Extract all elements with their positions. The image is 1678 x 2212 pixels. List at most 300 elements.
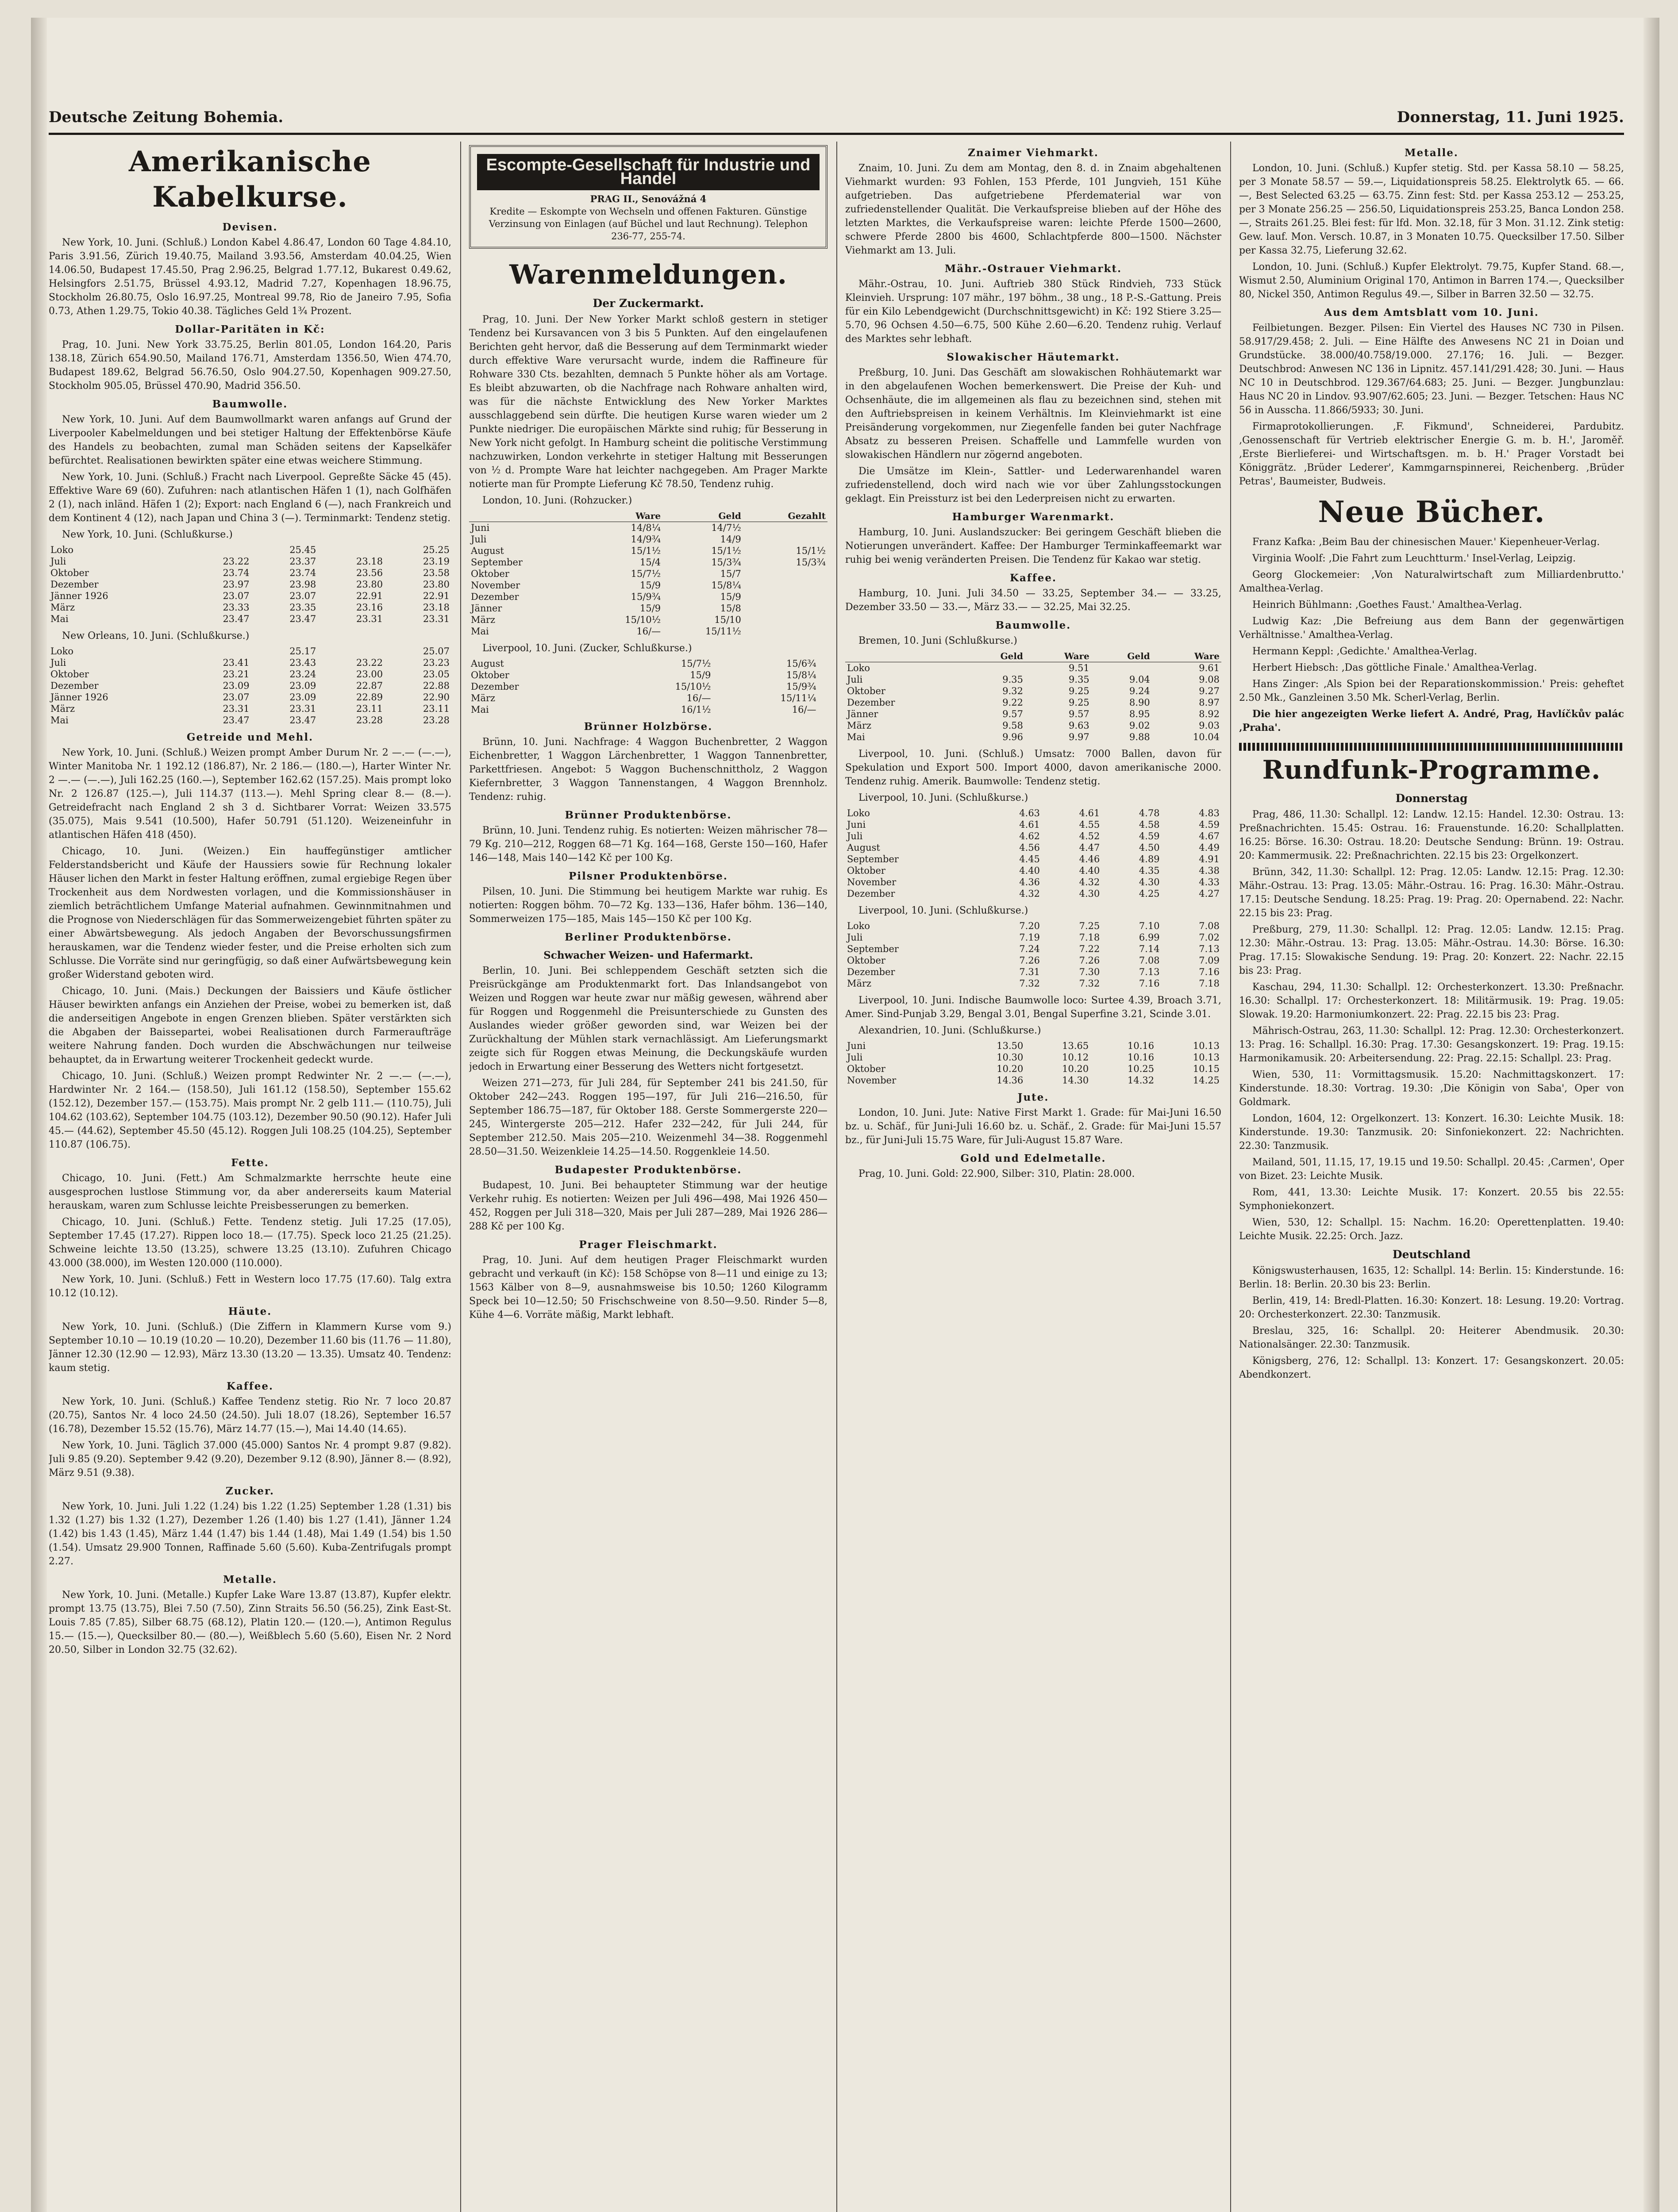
table-cell: 23.07	[223, 591, 250, 601]
table-cell: 9.61	[1199, 663, 1220, 673]
table-cell: 23.00	[356, 669, 383, 680]
table-cell	[818, 681, 827, 692]
table-cell: 9.97	[1069, 732, 1089, 742]
table-caption: New York, 10. Juni. (Schlußkurse.)	[62, 529, 233, 540]
table-cell: September	[471, 557, 523, 568]
table-caption: Bremen, 10. Juni (Schlußkurse.)	[858, 635, 1017, 646]
table-cell: 15/6¾	[786, 658, 816, 669]
article-metalle: London, 10. Juni. (Schluß.) Kupfer stetig. Std. per Kassa 58.10 — 58.25, per 3 Monate 58.57 — 59.—, Liquidationspreis 58.25. Elektrolytk 65. — 66. —, Best Selected 63.25 — 63.75. Zinn fest: Std. per Kassa 253.12 — 253.25, per 3 Monate 256.25 — 256.50, Liquidationspreis 253.25, Banca London 258.—, Straits 261.25. Blei fest: für lfd. Mon. 32.18, für 3 Mon. 31.12. Zink stetig: Gew. lauf. Mon. Versch. 10.87, in 3 Monaten 10.75. Quecksilber 17.50. Silber per Kassa 32.75, Lieferung 32.62.	[1239, 163, 1624, 256]
table-cell: 25.17	[289, 646, 316, 657]
article-fette: Chicago, 10. Juni. (Fett.) Am Schmalzmarkte herrschte heute eine ausgesprochen lustlose Stimmung vor, da aber andererseits kaum Material herauskam, waren zum Schlusse leichte Preisbesserungen zu bemerken.	[49, 1173, 451, 1211]
table-cell: 23.74	[223, 568, 250, 578]
radio-program: Wien, 530, 11: Vormittagsmusik. 15.20: Nachmittagskonzert. 17: Kinderstunde. 18.30: Vortrag. 19.30: ‚Die Königin von Saba', Oper von Goldmark.	[1239, 1069, 1624, 1108]
table-cell: Oktober	[50, 669, 89, 680]
table-row	[469, 580, 827, 591]
section-title-kabelkurse: Amerikanische Kabelkurse.	[128, 145, 372, 214]
table-cell	[743, 534, 827, 545]
table-cell: 23.11	[423, 703, 450, 714]
table-row	[469, 568, 827, 580]
table-cell: März	[847, 978, 872, 989]
table-cell: 8.92	[1199, 709, 1220, 719]
subhead-deutschland: Deutschland	[1392, 1248, 1471, 1261]
table-cell: Mai	[471, 626, 489, 637]
table-cell: 14/9¾	[631, 534, 661, 545]
table-cell: 7.18	[1079, 932, 1100, 943]
table-row	[469, 626, 827, 637]
book-list-item: Franz Kafka: ‚Beim Bau der chinesischen Mauer.' Kiepenheuer-Verlag.	[1252, 537, 1600, 548]
table-cell: 23.31	[289, 703, 316, 714]
table-cell	[185, 645, 251, 657]
radio-program: Preßburg, 279, 11.30: Schallpl. 12: Prag. 12.05: Landw. 12.15: Prag. 12.30: Mähr.-Ostrau. 13: Prag. 13.05: Mähr.-Ostrau. 14.30: Börse. 16.30: Prag. 17.15: Slowakische Sendung. 19: Prag. 20: Konzert. 22: Nachr. 22.15 bis 23: Prag.	[1239, 924, 1624, 976]
table-cell	[743, 626, 827, 637]
issue-date: Donnerstag, 11. Juni 1925.	[1397, 108, 1624, 126]
table-cell: 16/—	[792, 704, 816, 715]
table-cell: 7.22	[1079, 944, 1100, 954]
article-hamburger: Hamburg, 10. Juni. Auslandszucker: Bei geringem Geschäft blieben die Notierungen unverändert. Kaffee: Der Hamburger Terminkaffeemarkt war ruhig bei wenig veränderten Preisen. Die Tendenz für Kakao war stetig.	[845, 527, 1221, 565]
table-cell: 23.28	[356, 715, 383, 726]
table-cell: 14.36	[997, 1075, 1024, 1086]
article-kaffee: New York, 10. Juni. Täglich 37.000 (45.000) Santos Nr. 4 prompt 9.87 (9.82). Juli 9.85 (9.20). September 9.42 (9.20), Dezember 9.12 (8.90), Jänner 8.— (8.92), März 9.51 (9.38).	[49, 1440, 451, 1479]
table-cell: Loko	[847, 808, 870, 818]
quote-table-london-sugar	[469, 510, 827, 637]
table-cell: Mai	[471, 704, 489, 715]
table-row	[845, 1040, 1221, 1052]
article-amtsblatt: Firmaprotokollierungen. ‚F. Fikmund', Schneiderei, Pardubitz. ‚Genossenschaft für Vertrieb elektrischer Energie G. m. b. H.', Jaroměř. ‚Erste Bierlieferei- und Wirtschaftsgen. m. b. H.' Prager Vorstadt bei Königgrätz. ‚Brüder Lederer', Kammgarnspinnerei, Reichenberg. ‚Brüder Petras', Baumeister, Budweis.	[1239, 421, 1624, 487]
table-row	[845, 708, 1221, 720]
table-row	[845, 662, 1221, 674]
header-rule	[49, 133, 1624, 135]
table-cell: 4.32	[1079, 877, 1100, 887]
table-cell: 9.03	[1199, 720, 1220, 731]
subhead-amtsblatt: Aus dem Amtsblatt vom 10. Juni.	[1324, 307, 1539, 319]
quote-table-liverpool-sugar	[469, 658, 827, 715]
article-indisch: Liverpool, 10. Juni. Indische Baumwolle loco: Surtee 4.39, Broach 3.71, Amer. Sind-Punjab 3.29, Bengal 3.01, Bengal Superfine 3.21, Scinde 3.01.	[845, 995, 1221, 1020]
article-fette: New York, 10. Juni. (Schluß.) Fett in Western loco 17.75 (17.60). Talg extra 10.12 (10.12).	[49, 1274, 451, 1299]
table-cell: 23.41	[223, 657, 250, 668]
table-cell: Oktober	[847, 686, 885, 696]
table-cell: 22.91	[356, 591, 383, 601]
table-cell: 23.18	[423, 602, 450, 613]
table-cell: 10.20	[1062, 1064, 1089, 1074]
table-cell: 23.43	[289, 657, 316, 668]
quote-table-newyork-cotton	[49, 544, 451, 625]
table-row	[845, 685, 1221, 697]
table-cell: 23.56	[356, 568, 383, 578]
table-cell	[1091, 662, 1152, 674]
book-list-item: Hans Zinger: ‚Als Spion bei der Reparationskommission.' Preis: geheftet 2.50 Mk., Ganzleinen 3.50 Mk. Scherl-Verlag, Berlin.	[1239, 679, 1624, 703]
table-cell	[743, 522, 827, 534]
table-cell: 23.47	[223, 715, 250, 726]
table-cell: 7.25	[1079, 921, 1100, 931]
table-cell: 25.25	[423, 545, 450, 555]
table-row	[845, 807, 1221, 819]
table-row	[469, 692, 827, 704]
article-liverpool: Liverpool, 10. Juni. (Schluß.) Umsatz: 7000 Ballen, davon für Spekulation und Export 500. Import 4000, davon amerikanische 2000. Tendenz ruhig. Amerik. Baumwolle: Tendenz stetig.	[845, 749, 1221, 787]
article-getreide: Chicago, 10. Juni. (Weizen.) Ein hauffegünstiger amtlicher Felderstandsbericht und Käufe der Haussiers sowie für Rechnung lokaler Häuser lichen den Markt in fester Haltung eröffnen, zumal ergiebige Regen über Trockenheit aus dem Nordwesten vorlagen, und die Kommissionshäuser in ziemlich beträchtlichem Umfange Material aufnahmen. Gewinnmitnahmen und die Prognose von Niederschlägen für das Sommerweizengebiet führten später zu einer Abwärtsbewegung. Als jedoch Angaben der Bevorschussungsfirmen herauskamen, war die Tendenz wieder fester, und die Preise erholten sich zum Schlusse. Die Vorräte sind nur geringfügig, so daß einer Aufwärtsbewegung kein großer Widerstand geboten wird.	[49, 846, 451, 980]
table-cell: 23.31	[223, 703, 250, 714]
rundfunk-banner-rule	[1239, 743, 1624, 751]
table-cell	[818, 658, 827, 669]
subhead-donnerstag: Donnerstag	[1395, 792, 1468, 805]
table-row	[845, 697, 1221, 708]
column-rule	[836, 142, 837, 2212]
table-cell: 4.61	[1079, 808, 1100, 818]
table-cell: 4.32	[1019, 888, 1040, 899]
table-cell: 4.58	[1139, 819, 1160, 830]
table-row	[49, 579, 451, 590]
table-cell: 23.22	[356, 657, 383, 668]
table-cell: 7.08	[1199, 921, 1220, 931]
table-header-cell: Ware	[1025, 650, 1091, 662]
table-cell: Juni	[847, 819, 866, 830]
table-cell: 9.32	[1002, 686, 1023, 696]
section-title-warenmeldungen: Warenmeldungen.	[509, 259, 787, 290]
table-cell: 9.27	[1199, 686, 1220, 696]
article-getreide: Chicago, 10. Juni. (Mais.) Deckungen der Baissiers und Käufe östlicher Häuser bewirkten anfangs ein Anziehen der Preise, wobei zu bemerken ist, daß die anderseitigen Angebote in engen Grenzen blieben. Später verstärkten sich die Abgaben der Baissepartei, wobei Realisationen durch Farmeraufträge weitere Nahrung fanden. Doch wurden die Abschwächungen nur teilweise behauptet, da in Erwartung weiterer Trockenheit gedeckt wurde.	[49, 986, 451, 1065]
table-cell: 22.91	[423, 591, 450, 601]
subhead-produktenboerse: Brünner Produktenbörse.	[565, 809, 732, 821]
table-header-cell	[845, 650, 964, 662]
table-cell: 23.58	[423, 568, 450, 578]
table-row	[845, 920, 1221, 932]
table-cell: 10.16	[1127, 1041, 1155, 1051]
radio-program: Rom, 441, 13.30: Leichte Musik. 17: Konzert. 20.55 bis 22.55: Symphoniekonzert.	[1239, 1187, 1624, 1212]
masthead-left: Deutsche Zeitung Bohemia.	[49, 108, 284, 126]
subhead-dollar: Dollar-Paritäten in Kč:	[175, 323, 325, 335]
table-cell: Oktober	[471, 670, 509, 680]
table-cell: Juli	[50, 556, 66, 567]
subhead-budapester: Budapester Produktenbörse.	[554, 1164, 742, 1176]
table-cell: 9.96	[1002, 732, 1023, 742]
table-cell: 23.07	[223, 692, 250, 703]
table-cell: 23.09	[289, 680, 316, 691]
subhead-zuckermarkt: Der Zuckermarkt.	[593, 297, 704, 310]
table-caption: Liverpool, 10. Juni. (Zucker, Schlußkurse.)	[482, 643, 692, 654]
table-cell: 23.35	[289, 602, 316, 613]
table-row	[845, 853, 1221, 865]
table-cell: 4.52	[1079, 831, 1100, 841]
table-cell: 10.13	[1193, 1041, 1220, 1051]
table-cell: 23.47	[289, 715, 316, 726]
table-cell: Dezember	[50, 579, 99, 590]
radio-program: Breslau, 325, 16: Schallpl. 20: Heiterer Abendmusik. 20.30: Nationalsänger. 22.30: Tanzmusik.	[1239, 1325, 1624, 1350]
table-cell: 23.24	[289, 669, 316, 680]
table-cell: 15/9	[639, 580, 661, 591]
table-cell: 7.31	[1019, 967, 1040, 977]
table-cell: Dezember	[471, 681, 519, 692]
table-cell: Juli	[847, 831, 863, 841]
table-row	[49, 714, 451, 726]
table-cell: 23.18	[356, 556, 383, 567]
scan-edge-right	[1643, 18, 1659, 2212]
table-cell: 4.55	[1079, 819, 1100, 830]
table-cell: 4.47	[1079, 842, 1100, 853]
table-cell: 23.22	[223, 556, 250, 567]
table-cell: Jänner 1926	[50, 591, 108, 601]
table-cell: 23.33	[223, 602, 250, 613]
table-cell: 15/1½	[711, 545, 741, 556]
table-row	[49, 556, 451, 567]
table-cell: 4.30	[1079, 888, 1100, 899]
table-row	[845, 876, 1221, 888]
table-cell: 22.88	[423, 680, 450, 691]
table-cell: 4.63	[1019, 808, 1040, 818]
table-cell: Jänner	[847, 709, 878, 719]
article-fleischmarkt: Prag, 10. Juni. Auf dem heutigen Prager Fleischmarkt wurden gebracht und verkauft (in Kč): 158 Schöpse von 8—11 und einige zu 13; 1563 Kälber von 8—9, ausnahmsweise bis 10.50; 1260 Kilogramm Speck bei 10—12.50; 50 Frischschweine von 8.50—9.50. Rinder 5—8, Kühe 4—6. Vorräte mäßig, Markt lebhaft.	[469, 1255, 827, 1321]
book-list-item: Georg Glockemeier: ‚Von Naturalwirtschaft zum Milliardenbrutto.' Amalthea-Verlag.	[1239, 569, 1624, 594]
table-cell: 23.37	[289, 556, 316, 567]
table-cell: 15/11½	[705, 626, 741, 637]
table-cell: 15/8¼	[786, 670, 816, 680]
table-cell: 15/9	[690, 670, 711, 680]
table-row	[469, 681, 827, 692]
table-cell: Dezember	[847, 697, 895, 708]
subhead-ostrauer: Mähr.-Ostrauer Viehmarkt.	[944, 263, 1122, 275]
subhead-getreide: Getreide und Mehl.	[186, 731, 314, 743]
table-cell	[743, 580, 827, 591]
table-cell: September	[847, 854, 899, 864]
article-fette: Chicago, 10. Juni. (Schluß.) Fette. Tendenz stetig. Juli 17.25 (17.05), September 17.45 (17.27). Rippen loco 18.— (17.75). Speck loco 21.25 (21.25). Schweine leichte 13.50 (13.25), schwere 13.25 (13.10). Zufuhren Chicago 43.000 (38.000), im Westen 120.000 (110.000).	[49, 1217, 451, 1269]
table-cell: Oktober	[50, 568, 89, 578]
table-cell: 16/—	[686, 693, 711, 703]
table-cell: 7.30	[1079, 967, 1100, 977]
article-kaffee: Hamburg, 10. Juni. Juli 34.50 — 33.25, September 34.— — 33.25, Dezember 33.50 — 33.—, März 33.— — 32.25, Mai 32.25.	[845, 588, 1221, 613]
table-cell: 9.88	[1129, 732, 1150, 742]
quote-table-liverpool-egyptian	[845, 920, 1221, 989]
table-cell: 9.04	[1129, 674, 1150, 685]
column-1	[49, 142, 451, 2212]
scan-edge-left	[31, 18, 47, 2212]
running-head	[49, 108, 1624, 135]
table-cell: 14/9	[720, 534, 741, 545]
subhead-baumwolle: Baumwolle.	[212, 398, 288, 410]
table-cell: November	[847, 877, 897, 887]
table-row	[469, 534, 827, 545]
table-cell: Oktober	[847, 955, 885, 966]
radio-program: Mailand, 501, 11.15, 17, 19.15 und 19.50: Schallpl. 20.45: ‚Carmen', Oper von Bizet. 23: Leichte Musik.	[1239, 1157, 1624, 1182]
table-cell: Dezember	[847, 888, 895, 899]
table-row	[845, 865, 1221, 876]
table-row	[49, 668, 451, 680]
table-header-row	[845, 650, 1221, 662]
table-row	[49, 602, 451, 613]
radio-program: Mährisch-Ostrau, 263, 11.30: Schallpl. 12: Prag. 12.30: Orchesterkonzert. 13: Prag. 16: Schallpl. 16.30: Prag. 17.30: Gesangskonzert. 19: Prag. 19.15: Harmonikamusik. 20: Arbeitersendung. 22: Prag. 22.15: Schallpl. 23: Prag.	[1239, 1025, 1624, 1064]
table-cell: 14/8¼	[631, 522, 661, 533]
article-getreide: Chicago, 10. Juni. (Schluß.) Weizen prompt Redwinter Nr. 2 —.— (—.—), Hardwinter Nr. 2 164.— (158.50), Juli 161.12 (158.50), September 155.62 (152.12), Dezember 157.— (153.75). Mais prompt Nr. 2 gelb 111.— (110.75), Juli 104.62 (103.62), September 104.75 (103.12), Dezember 90.50 (90.12). Hafer Juli 45.— (44.62), September 45.50 (45.12). Roggen Juli 108.25 (104.25), September 110.87 (106.75).	[49, 1071, 451, 1150]
table-cell: Juli	[847, 932, 863, 943]
table-cell: 10.20	[997, 1064, 1024, 1074]
table-cell: Dezember	[471, 591, 519, 602]
table-row	[469, 658, 827, 669]
table-cell: 15/7	[720, 568, 741, 579]
table-cell: 4.61	[1019, 819, 1040, 830]
table-row	[845, 955, 1221, 966]
quote-table-bremen-cotton	[845, 650, 1221, 743]
table-row	[49, 703, 451, 714]
table-cell: 7.20	[1019, 921, 1040, 931]
table-cell: 4.38	[1199, 865, 1220, 876]
table-caption: Liverpool, 10. Juni. (Schlußkurse.)	[858, 905, 1028, 916]
subhead-kaffee: Kaffee.	[1010, 572, 1057, 584]
table-row	[49, 590, 451, 602]
table-cell: 7.19	[1019, 932, 1040, 943]
table-row	[845, 819, 1221, 830]
table-cell: 4.35	[1139, 865, 1160, 876]
table-cell: 23.74	[289, 568, 316, 578]
table-cell: 23.05	[423, 669, 450, 680]
table-cell: 4.27	[1199, 888, 1220, 899]
table-cell: Juli	[847, 1052, 863, 1063]
table-cell: August	[847, 842, 880, 853]
table-cell: 23.16	[356, 602, 383, 613]
ad-title: Escompte-Gesellschaft für Industrie und Handel	[477, 154, 820, 190]
table-cell: Jänner	[471, 603, 502, 614]
table-cell: Mai	[847, 732, 865, 742]
table-cell: 14/7½	[711, 522, 741, 533]
table-cell: Jänner 1926	[50, 692, 108, 703]
table-row	[845, 842, 1221, 853]
table-cell: 4.33	[1199, 877, 1220, 887]
table-cell: 23.31	[423, 614, 450, 624]
table-cell: März	[50, 703, 75, 714]
table-row	[845, 674, 1221, 685]
book-list-item: Hermann Keppl: ‚Gedichte.' Amalthea-Verlag.	[1252, 646, 1478, 657]
subhead-haeutemarkt: Slowakischer Häutemarkt.	[947, 351, 1120, 363]
table-cell: 14.32	[1127, 1075, 1155, 1086]
table-cell: 7.13	[1199, 944, 1220, 954]
table-cell: Mai	[50, 715, 69, 726]
table-row	[845, 731, 1221, 743]
table-cell	[318, 544, 385, 556]
table-header-row	[469, 510, 827, 522]
table-cell: 4.91	[1199, 854, 1220, 864]
table-cell: Loko	[847, 921, 870, 931]
quote-table-alexandrien	[845, 1040, 1221, 1086]
article-baumwolle: New York, 10. Juni. Auf dem Baumwollmarkt waren anfangs auf Grund der Liverpooler Kabelmeldungen und bei stetiger Haltung der Effektenbörse Käufe des Handels zu beobachten, zumal man Schäden seitens der Kapselkäfer befürchtet. Realisationen bewirkten später eine etwas weichere Stimmung.	[49, 414, 451, 466]
column-rule	[1230, 142, 1231, 2212]
table-cell: 23.09	[289, 692, 316, 703]
table-cell: 15/7½	[681, 658, 711, 669]
table-cell: 9.22	[1002, 697, 1023, 708]
table-row	[469, 614, 827, 626]
table-cell: Dezember	[50, 680, 99, 691]
table-row	[845, 966, 1221, 978]
table-cell: 23.47	[223, 614, 250, 624]
table-cell: 4.25	[1139, 888, 1160, 899]
table-cell: 4.56	[1019, 842, 1040, 853]
table-cell: Loko	[50, 646, 73, 657]
table-cell: 23.97	[223, 579, 250, 590]
subhead-jute: Jute.	[1017, 1091, 1049, 1103]
table-cell: 10.12	[1062, 1052, 1089, 1063]
table-row	[469, 704, 827, 715]
table-cell: 16/1½	[681, 704, 711, 715]
table-cell: 9.35	[1002, 674, 1023, 685]
column-3	[845, 142, 1221, 2212]
table-cell: Juli	[471, 534, 487, 545]
table-cell: 10.16	[1127, 1052, 1155, 1063]
subhead-fette: Fette.	[231, 1157, 269, 1169]
radio-program: Kaschau, 294, 11.30: Schallpl. 12: Orchesterkonzert. 13.30: Preßnachr. 16.30: Schallpl. 17: Orchesterkonzert. 18: Militärmusik. 19: Prag. 19.05: Slowak. 19.20: Harmoniumkonzert. 22: Prag. 22.15 bis 23: Prag.	[1239, 982, 1624, 1020]
table-header-cell: Gezahlt	[743, 510, 827, 522]
table-row	[469, 669, 827, 681]
table-cell	[185, 544, 251, 556]
table-cell	[818, 692, 827, 704]
table-row	[845, 943, 1221, 955]
book-note: Die hier angezeigten Werke liefert A. André, Prag, Havlíčkův palác ‚Praha'.	[1239, 708, 1624, 733]
column-rule	[460, 142, 461, 2212]
subhead-hamburger: Hamburger Warenmarkt.	[952, 511, 1115, 523]
table-cell: 9.24	[1129, 686, 1150, 696]
table-row	[845, 888, 1221, 899]
ad-text: Kredite — Eskompte von Wechseln und offenen Fakturen. Günstige Verzinsung von Einlagen (auf Büchel und laut Rechnung). Telephon 236-77, 255-74.	[489, 206, 808, 242]
table-cell: 9.25	[1069, 686, 1089, 696]
table-cell: 14.30	[1062, 1075, 1089, 1086]
table-cell: 16/—	[636, 626, 661, 637]
article-baumwolle: New York, 10. Juni. (Schluß.) Fracht nach Liverpool. Gepreßte Säcke 45 (45). Effektive Ware 69 (60). Zufuhren: nach atlantischen Häfen 1 (1), nach Golfhäfen 2 (1), nach inländ. Häfen 1 (2); Export: nach England 6 (—), nach Frankreich und dem Kontinent 4 (12), nach Japan und China 3 (—). Terminmarkt: Tendenz stetig.	[49, 472, 451, 524]
table-cell: 4.46	[1079, 854, 1100, 864]
table-cell: 15/10½	[625, 614, 661, 625]
radio-program: Berlin, 419, 14: Bredl-Platten. 16.30: Konzert. 18: Lesung. 19.20: Vortrag. 20: Orchesterkonzert. 22.30: Tanzmusik.	[1239, 1295, 1624, 1320]
radio-program: Königsberg, 276, 12: Schallpl. 13: Konzert. 17: Gesangskonzert. 20.05: Abendkonzert.	[1239, 1356, 1624, 1380]
table-cell: 15/8	[720, 603, 741, 614]
table-row	[49, 544, 451, 556]
article-holzboerse: Brünn, 10. Juni. Nachfrage: 4 Waggon Buchenbretter, 2 Waggon Eichenbretter, 1 Waggon Lärchenbretter, 1 Waggon Tannenbretter, Parkettfriesen. Angebot: 5 Waggon Buchenschnittholz, 2 Waggon Kiefernbretter, 3 Waggon Tannenstangen, 4 Waggon Brennholz. Tendenz: ruhig.	[469, 737, 827, 803]
table-cell: 10.15	[1193, 1064, 1220, 1074]
table-cell	[743, 603, 827, 614]
table-cell: 10.13	[1193, 1052, 1220, 1063]
table-cell: Oktober	[471, 568, 509, 579]
radio-program: Königswusterhausen, 1635, 12: Schallpl. 14: Berlin. 15: Kinderstunde. 16: Berlin. 18: Berlin. 20.30 bis 23: Berlin.	[1239, 1265, 1624, 1290]
subhead-metalle: Metalle.	[1405, 147, 1459, 159]
subhead-pilsner: Pilsner Produktenbörse.	[569, 870, 728, 882]
table-cell: 9.35	[1069, 674, 1089, 685]
table-cell: 4.59	[1199, 819, 1220, 830]
table-cell: 4.45	[1019, 854, 1040, 864]
table-cell: 13.65	[1062, 1041, 1089, 1051]
article-zucker: New York, 10. Juni. Juli 1.22 (1.24) bis 1.22 (1.25) September 1.28 (1.31) bis 1.32 (1.27) bis 1.32 (1.27), Dezember 1.26 (1.40) bis 1.27 (1.41), Jänner 1.24 (1.42) bis 1.43 (1.45), März 1.44 (1.47) bis 1.44 (1.48), Mai 1.49 (1.54) bis 1.50 (1.54). Umsatz 29.900 Tonnen, Raffinade 5.60 (5.60). Kuba-Zentrifugals prompt 2.27.	[49, 1501, 451, 1567]
book-list-item: Heinrich Bühlmann: ‚Goethes Faust.' Amalthea-Verlag.	[1252, 599, 1522, 611]
table-cell: 25.45	[289, 545, 316, 555]
table-cell: 7.26	[1019, 955, 1040, 966]
quote-table-neworleans-cotton	[49, 645, 451, 726]
table-cell: 7.18	[1199, 978, 1220, 989]
table-cell: 4.40	[1019, 865, 1040, 876]
table-cell: 7.09	[1199, 955, 1220, 966]
table-cell	[743, 614, 827, 626]
table-cell: August	[471, 545, 504, 556]
table-cell: 7.32	[1019, 978, 1040, 989]
table-row	[49, 657, 451, 668]
article-dollar: Prag, 10. Juni. New York 33.75.25, Berlin 801.05, London 164.20, Paris 138.18, Zürich 654.90.50, Mailand 176.71, Amsterdam 1356.50, Wien 474.70, Budapest 189.62, Belgrad 56.76.50, Oslo 904.27.50, Kopenhagen 909.27.50, Stockholm 905.05, Brüssel 470.90, Madrid 356.50.	[49, 339, 451, 392]
table-row	[845, 1052, 1221, 1063]
subhead-fleischmarkt: Prager Fleischmarkt.	[579, 1239, 718, 1251]
article-haeute: New York, 10. Juni. (Schluß.) (Die Ziffern in Klammern Kurse vom 9.) September 10.10 — 10.19 (10.20 — 10.20), Dezember 11.60 bis (11.76 — 11.80), Jänner 12.30 (12.90 — 12.93), März 13.30 (13.20 — 13.35). Umsatz 40. Tendenz: kaum stetig.	[49, 1321, 451, 1374]
table-cell: Loko	[50, 545, 73, 555]
table-cell: 4.49	[1199, 842, 1220, 853]
book-list-item: Ludwig Kaz: ‚Die Befreiung aus dem Bann der gegenwärtigen Verhältnisse.' Amalthea-Verlag.	[1239, 616, 1624, 641]
article-jute: London, 10. Juni. Jute: Native First Markt 1. Grade: für Mai-Juni 16.50 bz. u. Schäf., für Juni-Juli 16.60 bz. u. Schäf., 2. Grade: für Mai-Juni 15.57 bz., für Juni-Juli 15.75 Ware, für Juli-August 15.87 Ware.	[845, 1107, 1221, 1146]
table-cell: 23.47	[289, 614, 316, 624]
table-row	[469, 603, 827, 614]
subhead-devisen: Devisen.	[222, 221, 278, 233]
table-cell: 7.02	[1199, 932, 1220, 943]
table-cell	[318, 645, 385, 657]
table-cell: 4.62	[1019, 831, 1040, 841]
article-kaffee: New York, 10. Juni. (Schluß.) Kaffee Tendenz stetig. Rio Nr. 7 loco 20.87 (20.75), Santos Nr. 4 loco 24.50 (24.50). Juli 18.07 (18.26), September 16.57 (16.78), Dezember 15.52 (15.76), März 14.77 (15.—), Mai 14.40 (14.65).	[49, 1396, 451, 1435]
table-header-cell: Geld	[1091, 650, 1152, 662]
table-cell: 7.10	[1139, 921, 1160, 931]
